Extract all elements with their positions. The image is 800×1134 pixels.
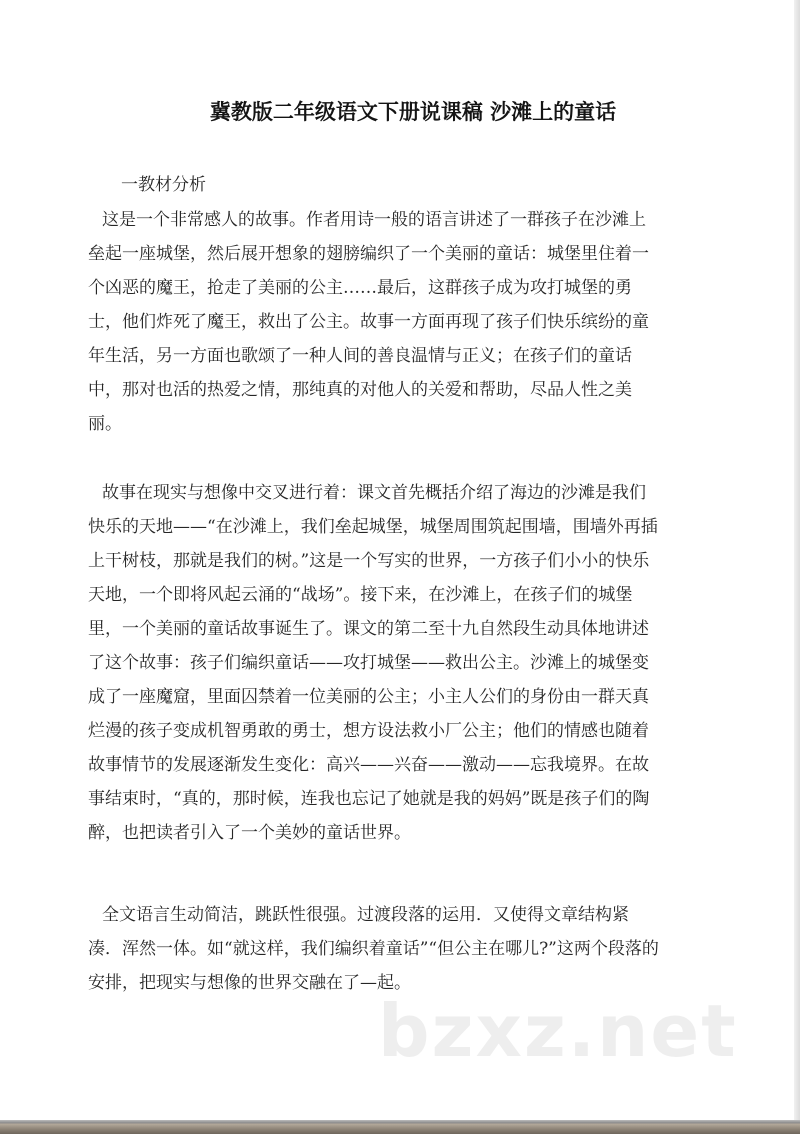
paragraph-line: 快乐的天地——“在沙滩上，我们垒起城堡，城堡周围筑起围墙，围墙外再插 [88,517,658,537]
paragraph-line: 士，他们炸死了魔王，救出了公主。故事一方面再现了孩子们快乐缤纷的童 [88,312,649,332]
paragraph-line: 全文语言生动简洁，跳跃性很强。过渡段落的运用．又使得文章结构紧 [102,905,629,925]
paragraph-2 [88,476,708,850]
paragraph-line: 凑．浑然一体。如“就这样，我们编织着童话”“但公主在哪儿?”这两个段落的 [88,939,659,959]
paragraph-line: 天地，一个即将风起云涌的“战场”。接下来，在沙滩上，在孩子们的城堡 [88,585,633,605]
page-bottom-edge [0,1120,800,1134]
paragraph-line: 故事情节的发展逐渐发生变化：高兴——兴奋——激动——忘我境界。在故 [88,755,649,775]
paragraph-line: 垒起一座城堡，然后展开想象的翅膀编织了一个美丽的童话：城堡里住着一 [88,244,649,264]
paragraph-line: 个凶恶的魔王，抢走了美丽的公主……最后，这群孩子成为攻打城堡的勇 [88,278,632,298]
paragraph-line: 安排，把现实与想像的世界交融在了—起。 [88,973,411,993]
paragraph-3 [88,898,708,1000]
paragraph-line: 醉，也把读者引入了一个美妙的童话世界。 [88,823,411,843]
paragraph-line: 烂漫的孩子变成机智勇敢的勇士，想方设法救小厂公主；他们的情感也随着 [88,721,649,741]
document-title: 冀教版二年级语文下册说课稿 沙滩上的童话 [209,100,617,124]
page-edge-shadow [794,0,800,1120]
paragraph-line: 丽。 [88,414,122,434]
paragraph-line: 了这个故事：孩子们编织童话——攻打城堡——救出公主。沙滩上的城堡变 [88,653,649,673]
section-heading: 一教材分析 [121,175,206,195]
paragraph-line: 成了一座魔窟，里面囚禁着一位美丽的公主；小主人公们的身份由一群天真 [88,687,649,707]
site-watermark: bzxz.net [378,989,738,1073]
paragraph-line: 上干树枝，那就是我们的树。”这是一个写实的世界，一方孩子们小小的快乐 [88,551,650,571]
paragraph-line: 故事在现实与想像中交叉进行着：课文首先概括介绍了海边的沙滩是我们 [102,483,646,503]
paragraph-line: 里，一个美丽的童话故事诞生了。课文的第二至十九自然段生动具体地讲述 [88,619,649,639]
paragraph-1 [88,203,708,441]
paragraph-line: 这是一个非常感人的故事。作者用诗一般的语言讲述了一群孩子在沙滩上 [102,210,646,230]
paragraph-line: 中，那对也活的热爱之情，那纯真的对他人的关爱和帮助，尽品人性之美 [88,380,632,400]
paragraph-line: 事结束时，“真的，那时候，连我也忘记了她就是我的妈妈”既是孩子们的陶 [88,789,650,809]
paragraph-line: 年生活，另一方面也歌颂了一种人间的善良温情与正义；在孩子们的童话 [88,346,632,366]
